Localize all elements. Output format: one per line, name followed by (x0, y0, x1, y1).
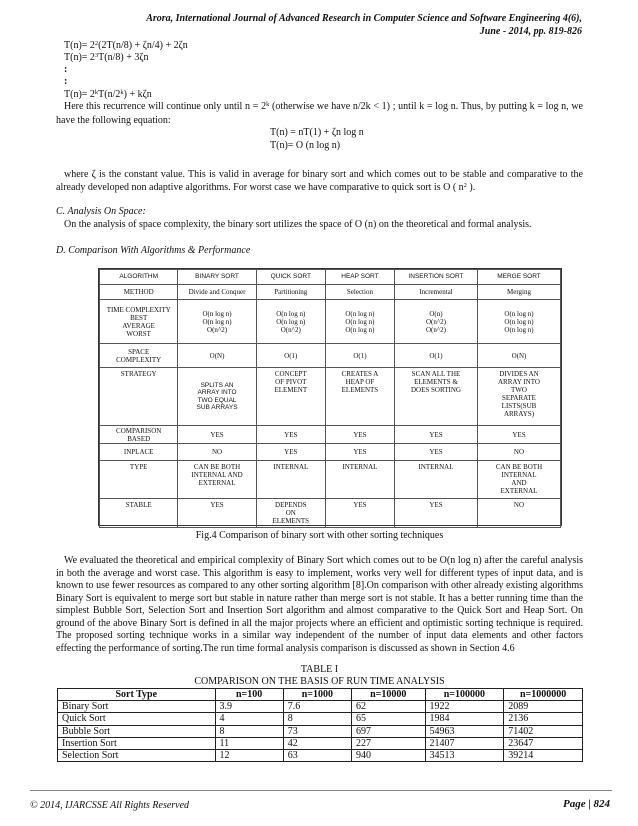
figure-row-comparison (100, 426, 561, 444)
table-cell: 34513 (425, 749, 504, 761)
figure-col-header: BINARY SORT (178, 270, 256, 285)
table-title: TABLE I (300, 664, 339, 675)
comparison-figure (98, 268, 562, 526)
equation-3: $T(n)= 2^kT(n/2^k) + k\zeta n$ (64, 89, 152, 100)
figure-cell: O(n log n) O(n log n) O(n^2) (178, 300, 256, 344)
table-cell: 73 (283, 725, 351, 737)
table-cell: 8 (215, 725, 283, 737)
table-cell: 11 (215, 737, 283, 749)
copyright-notice: © 2014, IJARCSSE All Rights Reserved (30, 800, 190, 811)
figure-row-label: COMPARISON BASED (100, 426, 178, 444)
runtime-col-header: n=1000 (283, 689, 351, 701)
table-cell: 23647 (504, 737, 583, 749)
figure-col-header: MERGE SORT (477, 270, 560, 285)
journal-header-line1: Arora, International Journal of Advanced Research in Computer Science and Software Engineering 4(6), (146, 13, 582, 24)
table-cell: 39214 (504, 749, 583, 761)
runtime-header-row (58, 689, 583, 701)
stability-paragraph: where ζ is the constant value. This is valid in average for binary sort and which comes out to be stable and comparative to the already developed non adaptive algorithms. For worst case we have comparative to quick sort is O ( $n^2$ ). (56, 169, 583, 193)
figure-row-strategy (100, 368, 561, 426)
equation-2: $T(n)= 2^3T(n/8) + 3\zeta n$ (64, 52, 149, 63)
table-row (58, 749, 583, 761)
comparison-table (99, 269, 561, 528)
runtime-table (57, 688, 583, 762)
figure-row-space (100, 344, 561, 368)
figure-cell: YES (477, 426, 560, 444)
table-cell: 2136 (504, 713, 583, 725)
figure-cell: Divide and Conquer (178, 285, 256, 300)
table-row (58, 737, 583, 749)
figure-col-header: QUICK SORT (256, 270, 325, 285)
figure-cell: YES (325, 426, 394, 444)
runtime-col-header: n=100000 (425, 689, 504, 701)
figure-cell: YES (178, 426, 256, 444)
table-cell: 1922 (425, 701, 504, 713)
table-cell: Insertion Sort (58, 737, 216, 749)
figure-cell: YES (256, 444, 325, 461)
figure-row-type (100, 461, 561, 499)
table-cell: Binary Sort (58, 701, 216, 713)
section-c-heading: C. Analysis On Space: (56, 206, 146, 217)
equation-1: $T(n)= 2^2(2T(n/8) + \zeta n/4) + 2\zeta n$ (64, 40, 188, 51)
figure-cell: DEPENDS ON ELEMENTS (256, 499, 325, 528)
page-number: Page | 824 (562, 798, 610, 810)
figure-cell: O(1) (395, 344, 478, 368)
recurrence-paragraph: Here this recurrence will continue only until $n = 2^k$ (otherwise we have n/2k < 1) ; until k = log n. Thus, by putting k = log n, we have the following equation: (56, 101, 583, 126)
figure-cell: O(n) O(n^2) O(n^2) (395, 300, 478, 344)
ellipsis-1: : (64, 64, 68, 75)
figure-cell: Selection (325, 285, 394, 300)
runtime-col-header: n=1000000 (504, 689, 583, 701)
figure-cell: NO (477, 444, 560, 461)
table-cell: 12 (215, 749, 283, 761)
table-subtitle: COMPARISON ON THE BASIS OF RUN TIME ANALYSIS (194, 676, 445, 687)
figure-cell: YES (325, 444, 394, 461)
table-cell: Quick Sort (58, 713, 216, 725)
figure-cell: O(1) (256, 344, 325, 368)
runtime-col-header: n=100 (215, 689, 283, 701)
ellipsis-2: : (64, 76, 68, 87)
figure-row-method (100, 285, 561, 300)
figure-col-header: INSERTION SORT (395, 270, 478, 285)
figure-cell: O(n log n) O(n log n) O(n log n) (477, 300, 560, 344)
table-cell: 63 (283, 749, 351, 761)
table-cell: 697 (352, 725, 426, 737)
figure-caption: Fig.4 Comparison of binary sort with other sorting techniques (195, 530, 444, 541)
figure-row-label: SPACE COMPLEXITY (100, 344, 178, 368)
evaluation-paragraph: We evaluated the theoretical and empirical complexity of Binary Sort which comes out to be O(n log n) after the careful analysis in both the average and worst case. This algorithm is easy to implement, works very well for different types of input data, and is known to use fewer resources as compared to any other sorting algorithm [8].On comparison with other already existing algorithms Binary Sort is equivalent to merge sort but stable in nature rather than merge sort is not stable. It has a better running time than the simplest Bubble Sort, Selection Sort and Insertion Sort algorithm and almost comparative to the Quick Sort and Heap Sort. On ground of the above Binary Sort is defined in all the major projects where an efficient and optimistic sorting technique is required. The proposed sorting technique works in a similar way independent of the number of input data elements and other factors effecting the performance of sorting.The run time formal analysis comparison is discussed as shown in Section 4.6 (56, 555, 583, 654)
table-cell: 21407 (425, 737, 504, 749)
figure-row-stable (100, 499, 561, 528)
footer-divider (30, 790, 612, 791)
table-cell: 65 (352, 713, 426, 725)
table-cell: 940 (352, 749, 426, 761)
figure-cell: SCAN ALL THE ELEMENTS & DOES SORTING (395, 368, 478, 426)
figure-cell: O(n log n) O(n log n) O(n^2) (256, 300, 325, 344)
table-cell: 71402 (504, 725, 583, 737)
table-cell: 54963 (425, 725, 504, 737)
figure-cell: YES (395, 499, 478, 528)
figure-row-label: METHOD (100, 285, 178, 300)
figure-cell: INTERNAL (325, 461, 394, 499)
figure-cell: YES (325, 499, 394, 528)
table-cell: 42 (283, 737, 351, 749)
table-cell: 227 (352, 737, 426, 749)
table-cell: 8 (283, 713, 351, 725)
figure-cell: O(N) (477, 344, 560, 368)
figure-cell: O(1) (325, 344, 394, 368)
figure-row-label: INPLACE (100, 444, 178, 461)
table-cell: Selection Sort (58, 749, 216, 761)
figure-cell: CAN BE BOTH INTERNAL AND EXTERNAL (178, 461, 256, 499)
figure-cell: DIVIDES AN ARRAY INTO TWO SEPARATE LISTS(SUB ARRAYS) (477, 368, 560, 426)
table-row (58, 701, 583, 713)
result-equation-2: T(n)= O (n log n) (270, 140, 341, 151)
table-cell: Bubble Sort (58, 725, 216, 737)
figure-row-label: STABLE (100, 499, 178, 528)
figure-cell: SPLITS AN ARRAY INTO TWO EQUAL SUB ARRAYS (178, 368, 256, 426)
figure-row-label: STRATEGY (100, 368, 178, 426)
table-row (58, 725, 583, 737)
figure-cell: NO (477, 499, 560, 528)
figure-cell: Incremental (395, 285, 478, 300)
figure-cell: YES (256, 426, 325, 444)
figure-cell: Partitioning (256, 285, 325, 300)
figure-cell: INTERNAL (256, 461, 325, 499)
table-cell: 7.6 (283, 701, 351, 713)
figure-row-label: TYPE (100, 461, 178, 499)
figure-col-header: ALGORITHM (100, 270, 178, 285)
figure-cell: CONCEPT OF PIVOT ELEMENT (256, 368, 325, 426)
figure-row-label: TIME COMPLEXITY BEST AVERAGE WORST (100, 300, 178, 344)
figure-cell: YES (178, 499, 256, 528)
section-d-heading: D. Comparison With Algorithms & Performance (56, 245, 251, 256)
table-cell: 62 (352, 701, 426, 713)
figure-cell: YES (395, 444, 478, 461)
figure-cell: O(n log n) O(n log n) O(n log n) (325, 300, 394, 344)
figure-row-inplace (100, 444, 561, 461)
journal-header-line2: June - 2014, pp. 819-826 (479, 26, 582, 37)
figure-cell: CAN BE BOTH INTERNAL AND EXTERNAL (477, 461, 560, 499)
result-equation-1: T(n) = nT(1) + ζn log n (270, 127, 364, 138)
figure-cell: O(N) (178, 344, 256, 368)
figure-cell: NO (178, 444, 256, 461)
figure-cell: INTERNAL (395, 461, 478, 499)
figure-cell: YES (395, 426, 478, 444)
table-cell: 3.9 (215, 701, 283, 713)
section-c-text: On the analysis of space complexity, the binary sort utilizes the space of O (n) on the theoretical and formal analysis. (64, 219, 532, 230)
table-row (58, 713, 583, 725)
figure-col-header: HEAP SORT (325, 270, 394, 285)
figure-header-row (100, 270, 561, 285)
table-cell: 2089 (504, 701, 583, 713)
figure-row-time (100, 300, 561, 344)
runtime-col-header: Sort Type (58, 689, 216, 701)
runtime-col-header: n=10000 (352, 689, 426, 701)
table-cell: 1984 (425, 713, 504, 725)
table-cell: 4 (215, 713, 283, 725)
figure-cell: Merging (477, 285, 560, 300)
figure-cell: CREATES A HEAP OF ELEMENTS (325, 368, 394, 426)
